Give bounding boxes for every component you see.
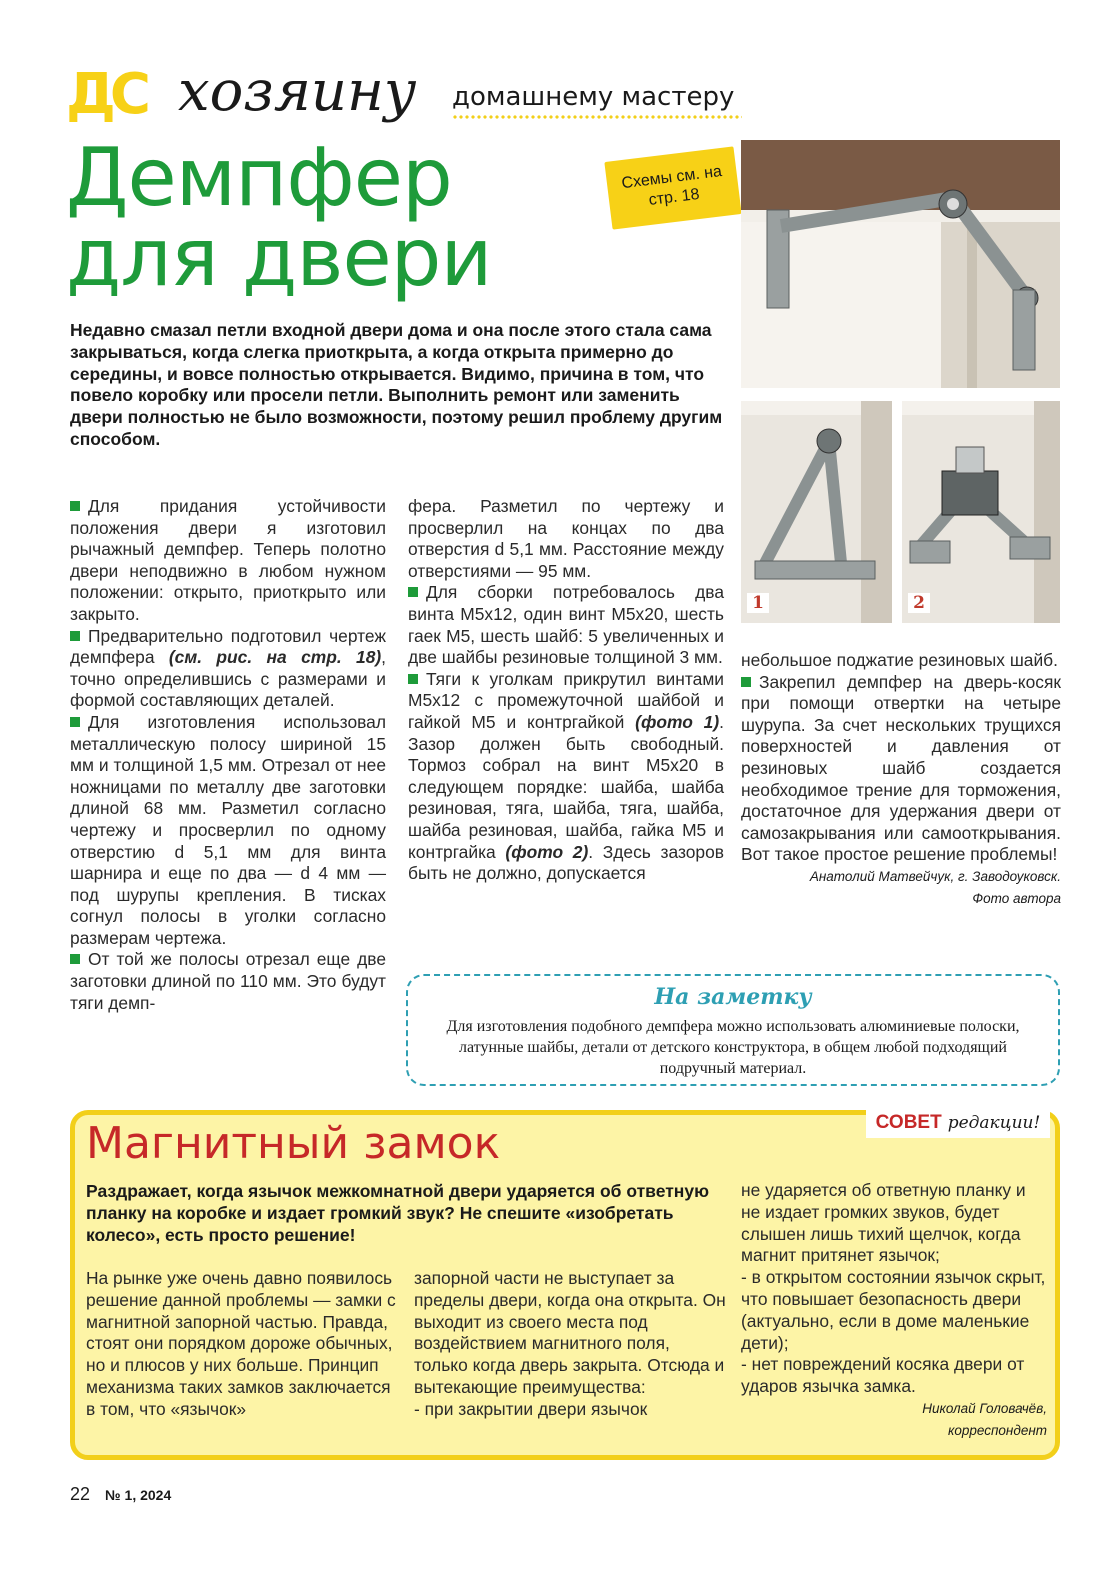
article-title-line1: Демпфер [66,131,452,224]
advice-column-2: запорной части не выступает за пределы двери, когда она открыта. Он выходит из своего места под воздействием магнитного поля, только когда дверь закрыта. Отсюда и вытекающие преимущества: - при закрытии двери язычок [414,1268,726,1419]
figure-reference: (см. рис. на стр. 18) [168,647,382,668]
paragraph-text: небольшое поджатие резиновых шайб. [741,650,1058,670]
advice-author-role: корреспондент [947,1422,1047,1438]
paragraph-text: Для изготовления использовал металлическую полосу шириной 15 мм и толщиной 1,5 мм. Отрезал от нее ножницами по металлу две заготовки длиной 68 мм. Разметил согласно чертежу и просверлил по одному отверстию d 5,1 мм для винта шарнира и еще по два — d 4 мм — под шурупы крепления. В тисках согнул полосы в уголки согласно размерам чертежа. [70,711,386,948]
bullet-marker [70,501,80,511]
paragraph [70,949,386,1014]
damper-photo-1 [741,401,892,623]
paragraph-text: Тяги к уголкам прикрутил винтами М5х12 с промежуточной шайбой и гайкой М5 и контргайкой [408,668,724,732]
photo-credit: Фото автора [972,890,1061,906]
advice-badge-bold: СОВЕТ [875,1112,942,1133]
article-column-2 [408,496,724,885]
paragraph [408,496,724,582]
advice-column-3: не ударяется об ответную планку и не издает громких звуков, будет слышен лишь тихий щелчок, когда магнит притянет язычок; - в открытом состоянии язычок скрыт, что повышает безопасность двери (актуально, если в доме маленькие дети); - нет повреждений косяка двери от ударов язычка замка. [741,1180,1046,1397]
bullet-marker [70,631,80,641]
paragraph [70,496,386,626]
paragraph-text: Для сборки потребовалось два винта М5х12, один винт М5х20, шесть гаек М5, шесть шайб: 5 увеличенных и две шайбы резиновые толщиной 3 мм. [408,582,724,668]
damper-photo-main [741,140,1060,388]
advice-lead: Раздражает, когда язычок межкомнатной двери ударяется об ответную планку на коробке и издает громкий звук? Не спешите «изобретать колесо», есть просто решение! [86,1181,710,1245]
paragraph-text: . Здесь зазоров быть не должно, допускается [408,841,725,884]
photo-reference: (фото 1) [635,711,720,732]
magazine-logo: ДС [66,62,145,127]
paragraph-text: Предварительно подготовил чертеж демпфера [70,625,386,668]
bullet-marker [741,677,751,687]
rubric-subtitle: домашнему мастеру [452,82,735,112]
bullet-marker [70,954,80,964]
article-lead: Недавно смазал петли входной двери дома и она после этого стала сама закрываться, когда слегка приоткрыта, а когда открыта примерно до середины, и вовсе полностью открывается. Видимо, причина в том, что повело коробку или просели петли. Выполнить ремонт или заменить двери полностью не было возможности, поэтому решил проблему другим способом. [70,320,723,449]
paragraph-text: . Зазор должен быть свободный. Тормоз собрал на винт М5х20 в следующем порядке: шайба, шайба резиновая, тяга, шайба, тяга, шайба, шайба резиновая, шайба, гайка М5 и контргайка [408,711,724,862]
paragraph [741,672,1061,866]
advice-badge-italic: редакции! [947,1113,1041,1133]
paragraph [70,712,386,950]
photo-number-2: 2 [908,593,930,613]
rubric-title: хозяину [178,59,417,124]
paragraph [741,650,1061,672]
paragraph [408,582,724,668]
bullet-marker [408,674,418,684]
bullet-marker [70,717,80,727]
paragraph-text: фера. Разметил по чертежу и просверлил на концах по два отверстия d 5,1 мм. Расстояние между отверстиями — 95 мм. [408,496,724,581]
paragraph-text: Для придания устойчивости положения двери я изготовил рычажный демпфер. Теперь полотно двери неподвижно в любом нужном положении: открыто, приоткрыто или закрыто. [70,496,386,624]
advice-badge [866,1108,1050,1138]
article-column-3 [741,650,1061,910]
article-title [66,131,586,304]
damper-photo-2 [902,401,1060,623]
photo-number-1: 1 [747,593,769,613]
bullet-marker [408,587,418,597]
advice-title: Магнитный замок [86,1118,501,1169]
paragraph-text: , точно определившись с размерами и формой составляющих деталей. [70,647,386,711]
note-text: Для изготовления подобного демпфера можно использовать алюминиевые полоски, латунные шайбы, детали от детского конструктора, в общем любой подходящий подручный материал. [446,1018,1020,1077]
paragraph [408,669,724,885]
paragraph-text: Закрепил демпфер на дверь-косяк при помощи отвертки на четыре шурупа. За счет нескольких трущихся поверхностей и давления от резиновых шайб создается необходимое трение для торможения, достаточное для удержания двери от самозакрывания или самооткрывания. Вот такое простое решение проблемы! [741,671,1061,865]
issue-number: № 1, 2024 [105,1487,172,1503]
advice-column-1: На рынке уже очень давно появилось решение данной проблемы — замки с магнитной запорной частью. Правда, стоят они порядком дороже обычных, но и плюсов у них больше. Принцип механизма таких замков заключается в том, что «язычок» [86,1268,396,1419]
paragraph [70,626,386,712]
advice-column-3-wrap [741,1180,1047,1442]
dotted-underline [452,114,742,120]
paragraph-text: От той же полосы отрезал еще две заготовки длиной по 110 мм. Это будут тяги демп- [70,949,386,1013]
photo-reference: (фото 2) [505,841,589,862]
page-footer [70,1484,171,1505]
article-title-line2: для двери [66,211,492,304]
page-number: 22 [70,1484,91,1504]
author-signature: Анатолий Матвейчук, г. Заводоуковск. [809,868,1061,884]
advice-author: Николай Головачёв, [922,1400,1047,1416]
article-column-1 [70,496,386,1014]
note-title: На заметку [654,984,812,1010]
scheme-reference-sticker: Схемы см. на стр. 18 [604,146,741,229]
